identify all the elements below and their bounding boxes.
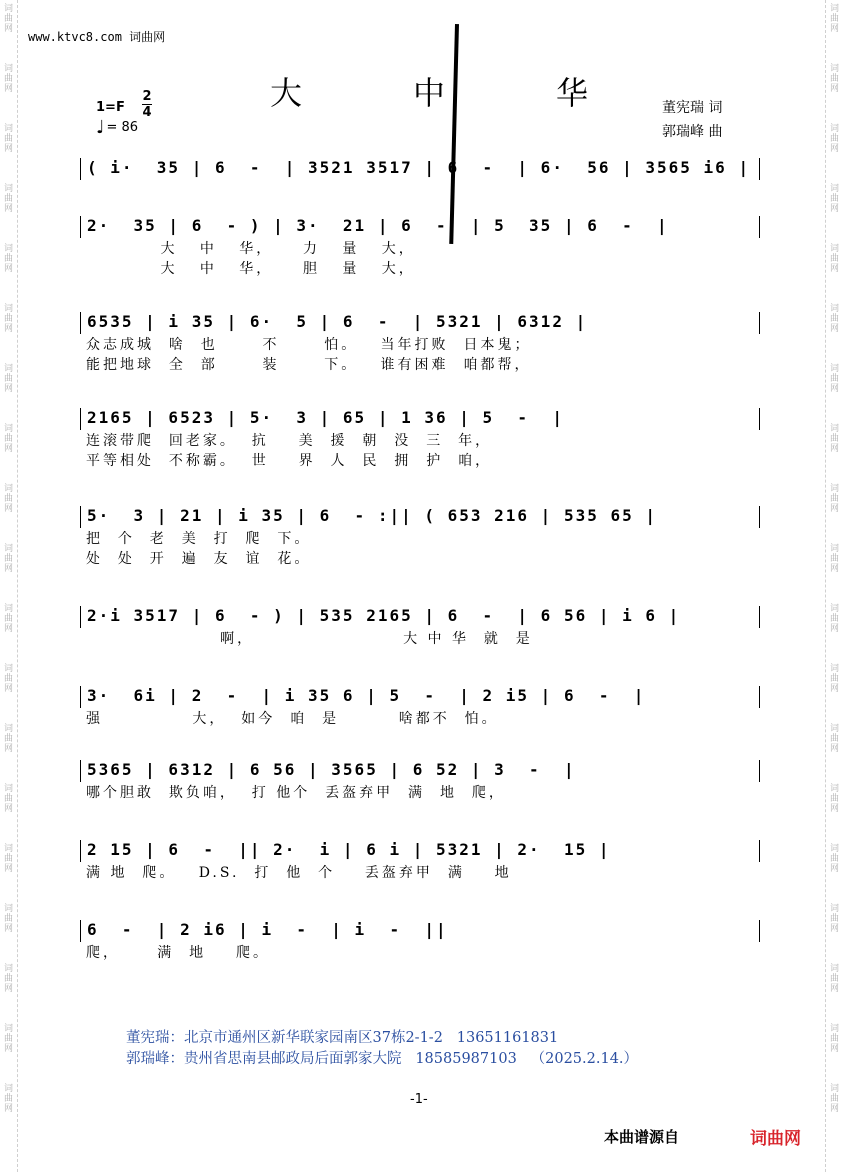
watermark-text: 词曲网: [829, 244, 839, 274]
watermark-text: 词曲网: [829, 964, 839, 994]
watermark-text: 词曲网: [829, 1024, 839, 1054]
watermark-text: 词曲网: [3, 364, 13, 394]
watermark-text: 词曲网: [3, 604, 13, 634]
meter-bottom: 4: [142, 105, 152, 120]
score-system-4: [80, 408, 760, 470]
time-signature: [142, 90, 152, 119]
lyric-line: 大 中 华， 胆 量 大，: [86, 261, 416, 277]
lyricist-credit: 董宪瑞 词: [662, 100, 723, 116]
lyric-line: 处 处 开 遍 友 谊 花。: [86, 551, 312, 567]
watermark-text: 词曲网: [3, 424, 13, 454]
source-logo[interactable]: 词曲网: [750, 1129, 801, 1149]
key-signature: 1=F: [96, 100, 125, 115]
score-system-7: [80, 686, 760, 728]
score-system-2: [80, 216, 760, 278]
meter-top: 2: [142, 89, 152, 104]
right-watermark-strip: [825, 0, 843, 1172]
score-system-9: [80, 840, 760, 882]
notation-line: 5365 | 6312 | 6 56 | 3565 | 6 52 | 3 - |: [80, 760, 760, 782]
score-system-1: [80, 158, 760, 180]
composer-address: 郭瑞峰：贵州省思南县邮政局后面郭家大院 18585987103 （2025.2.14.）: [126, 1051, 639, 1067]
watermark-text: 词曲网: [3, 4, 13, 34]
lyric-line: 平等相处 不称霸。 世 界 人 民 拥 护 咱，: [86, 453, 493, 469]
tempo-marking: [96, 116, 139, 138]
watermark-text: 词曲网: [829, 724, 839, 754]
watermark-text: 词曲网: [829, 184, 839, 214]
watermark-text: 词曲网: [3, 964, 13, 994]
notation-line: 2·i 3517 | 6 - ) | 535 2165 | 6 - | 6 56 | i 6 |: [80, 606, 760, 628]
score-system-6: [80, 606, 760, 648]
lyric-line: 连滚带爬 回老家。 抗 美 援 朝 没 三 年，: [86, 433, 493, 449]
watermark-text: 词曲网: [3, 904, 13, 934]
lyric-line: 众志成城 啥 也 不 怕。 当年打败 日本鬼；: [86, 337, 532, 353]
watermark-text: 词曲网: [3, 784, 13, 814]
notation-line: 5· 3 | 21 | i 35 | 6 - :|| ( 653 216 | 535 65 |: [80, 506, 760, 528]
score-system-3: [80, 312, 760, 374]
notation-line: ( i· 35 | 6 - | 3521 3517 | 6 - | 6· 56 | 3565 i6 |: [80, 158, 760, 180]
song-title: [270, 68, 590, 114]
watermark-text: 词曲网: [829, 64, 839, 94]
watermark-text: 词曲网: [3, 1024, 13, 1054]
lyric-line: 大 中 华， 力 量 大，: [86, 241, 416, 257]
watermark-text: 词曲网: [829, 304, 839, 334]
watermark-text: 词曲网: [829, 424, 839, 454]
notation-line: 2 15 | 6 - || 2· i | 6 i | 5321 | 2· 15 |: [80, 840, 760, 862]
watermark-text: 词曲网: [3, 184, 13, 214]
watermark-text: 词曲网: [829, 544, 839, 574]
lyric-line: 把 个 老 美 打 爬 下。: [86, 531, 312, 547]
tempo-value: = 86: [106, 120, 139, 135]
notation-line: 2165 | 6523 | 5· 3 | 65 | 1 36 | 5 - |: [80, 408, 760, 430]
site-url: www.ktvc8.com 词曲网: [28, 30, 166, 44]
left-watermark-strip: [0, 0, 18, 1172]
lyricist-address: 董宪瑞：北京市通州区新华联家园南区37栋2-1-2 13651161831: [126, 1030, 559, 1046]
watermark-text: 词曲网: [829, 844, 839, 874]
lyric-line: 满 地 爬。 D.S. 打 他 个 丢盔弃甲 满 地: [86, 865, 512, 881]
source-label: 本曲谱源自: [604, 1128, 680, 1146]
lyric-line: 哪个胆敢 欺负咱， 打 他个 丢盔弃甲 满 地 爬，: [86, 785, 506, 801]
watermark-text: 词曲网: [829, 604, 839, 634]
watermark-text: 词曲网: [3, 1084, 13, 1114]
lyric-line: 强 大， 如今 咱 是 啥都不 怕。: [86, 711, 499, 727]
watermark-text: 词曲网: [3, 124, 13, 154]
title-char: 华: [555, 74, 590, 112]
notation-line: 6535 | i 35 | 6· 5 | 6 - | 5321 | 6312 |: [80, 312, 760, 334]
notation-line: 2· 35 | 6 - ) | 3· 21 | 6 - | 5 35 | 6 - |: [80, 216, 760, 238]
title-char: 大: [270, 74, 305, 112]
page-number: -1-: [410, 1092, 428, 1107]
watermark-text: 词曲网: [3, 724, 13, 754]
lyric-line: 能把地球 全 部 装 下。 谁有困难 咱都帮，: [86, 357, 532, 373]
watermark-text: 词曲网: [3, 544, 13, 574]
notation-line: 6 - | 2 i6 | i - | i - ||: [80, 920, 760, 942]
watermark-text: 词曲网: [3, 304, 13, 334]
watermark-text: 词曲网: [3, 244, 13, 274]
score-system-10: [80, 920, 760, 962]
watermark-text: 词曲网: [3, 844, 13, 874]
watermark-text: 词曲网: [829, 4, 839, 34]
watermark-text: 词曲网: [829, 124, 839, 154]
composer-credit: 郭瑞峰 曲: [662, 124, 723, 140]
watermark-text: 词曲网: [829, 364, 839, 394]
title-char: 中: [412, 74, 447, 112]
watermark-text: 词曲网: [829, 784, 839, 814]
lyric-line: 啊， 大 中 华 就 是: [86, 631, 533, 647]
watermark-text: 词曲网: [3, 484, 13, 514]
score-system-5: [80, 506, 760, 568]
lyric-line: 爬， 满 地 爬。: [86, 945, 270, 961]
watermark-text: 词曲网: [829, 1084, 839, 1114]
watermark-text: 词曲网: [3, 664, 13, 694]
watermark-text: 词曲网: [829, 484, 839, 514]
scan-stroke-mark: [449, 24, 459, 244]
notation-line: 3· 6i | 2 - | i 35 6 | 5 - | 2 i5 | 6 - |: [80, 686, 760, 708]
quarter-note-icon: ♩: [96, 116, 105, 138]
watermark-text: 词曲网: [3, 64, 13, 94]
watermark-text: 词曲网: [829, 904, 839, 934]
watermark-text: 词曲网: [829, 664, 839, 694]
score-system-8: [80, 760, 760, 802]
